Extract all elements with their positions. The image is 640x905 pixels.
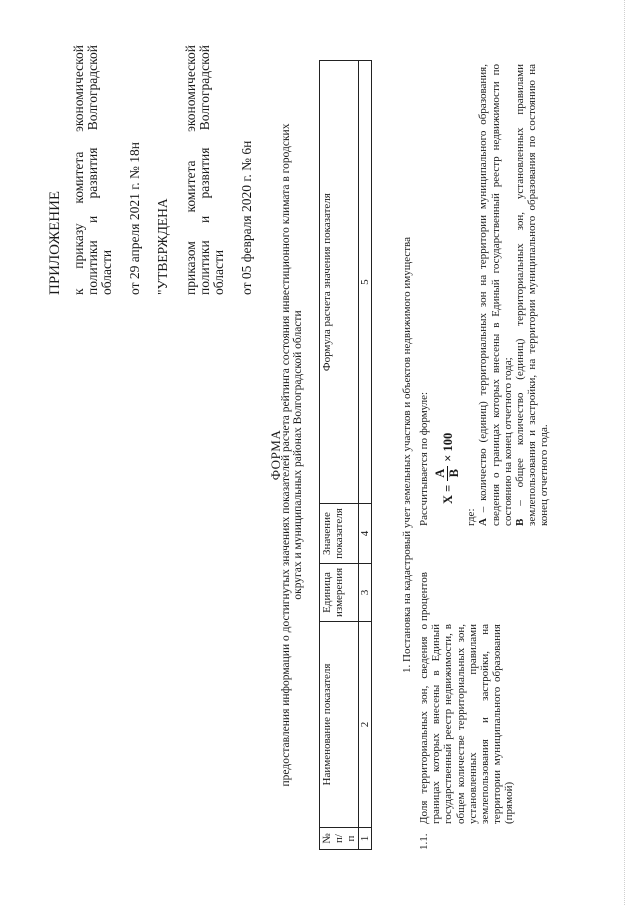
appendix-heading: ПРИЛОЖЕНИЕ (47, 190, 63, 295)
definition-b (514, 64, 551, 526)
formula-equation (434, 64, 461, 504)
symbol-b: В (514, 518, 527, 526)
column-number: 4 (359, 504, 372, 564)
row-unit: процентов (418, 572, 430, 621)
formula-fraction (434, 466, 461, 481)
row-formula (418, 64, 551, 526)
approval-block (48, 45, 268, 295)
definition-a (477, 64, 514, 526)
definition-b-text: – общее количество (единиц) территориальных зон, установленных правилами землепользования и застройки, на территории муниципального образования по состоянию на конец отчетного года. (514, 64, 551, 526)
section-title: 1. Постановка на кадастровый учет земельных участков и объектов недвижимого имущества (401, 237, 413, 673)
column-number: 5 (359, 61, 372, 504)
header-formula: Формула расчета значения показателя (320, 61, 359, 504)
header-number: № п/п (320, 828, 359, 850)
order-date: от 29 апреля 2021 г. № 18н (127, 142, 142, 295)
formula-where: где: (465, 508, 478, 526)
form-description: предоставления информации о достигнутых значениях показателей расчета рейтинга состояния инвестиционного климата в городских округах и муниципальных районах Волгоградской области (280, 123, 304, 787)
approved-label: "УТВЕРЖДЕНА (155, 198, 170, 295)
approved-by: приказом комитета экономической политики и развития Волгоградской области (183, 45, 226, 295)
table-header-row (320, 61, 359, 850)
column-numbers-row (359, 61, 372, 850)
scan-edge-line (624, 0, 626, 905)
formula-denominator: B (447, 469, 462, 478)
column-number: 3 (359, 563, 372, 621)
row-number: 1.1. (418, 833, 430, 850)
order-reference: к приказу комитета экономической политики и развития Волгоградской области (71, 45, 114, 295)
symbol-a: А (477, 518, 490, 526)
approved-date: от 05 февраля 2020 г. № 6н (239, 140, 254, 295)
header-indicator-name: Наименование показателя (320, 622, 359, 828)
formula-lhs: X = (440, 484, 455, 504)
column-number: 2 (359, 622, 372, 828)
indicator-table (319, 60, 372, 850)
form-title: ФОРМА (268, 429, 283, 481)
row-indicator-name: Доля территориальных зон, сведения о границах которых внесены в Единый государственный реестр недвижимости, в общем количестве территориальных зон, установленных правилами землепользования и застройки, на территории муниципального образования (прямой) (418, 624, 516, 824)
formula-intro: Рассчитывается по формуле: (418, 391, 430, 526)
header-value: Значение показателя (320, 504, 359, 564)
column-number: 1 (359, 828, 372, 850)
formula-numerator: A (434, 466, 448, 481)
definition-a-text: – количество (единиц) территориальных зон на территории муниципального образования, сведения о границах которых внесены в Единый государственный реестр недвижимости по состоянию на конец отчетного года; (477, 64, 514, 526)
header-unit: Единица измерения (320, 563, 359, 621)
formula-multiplier: × 100 (440, 432, 455, 462)
